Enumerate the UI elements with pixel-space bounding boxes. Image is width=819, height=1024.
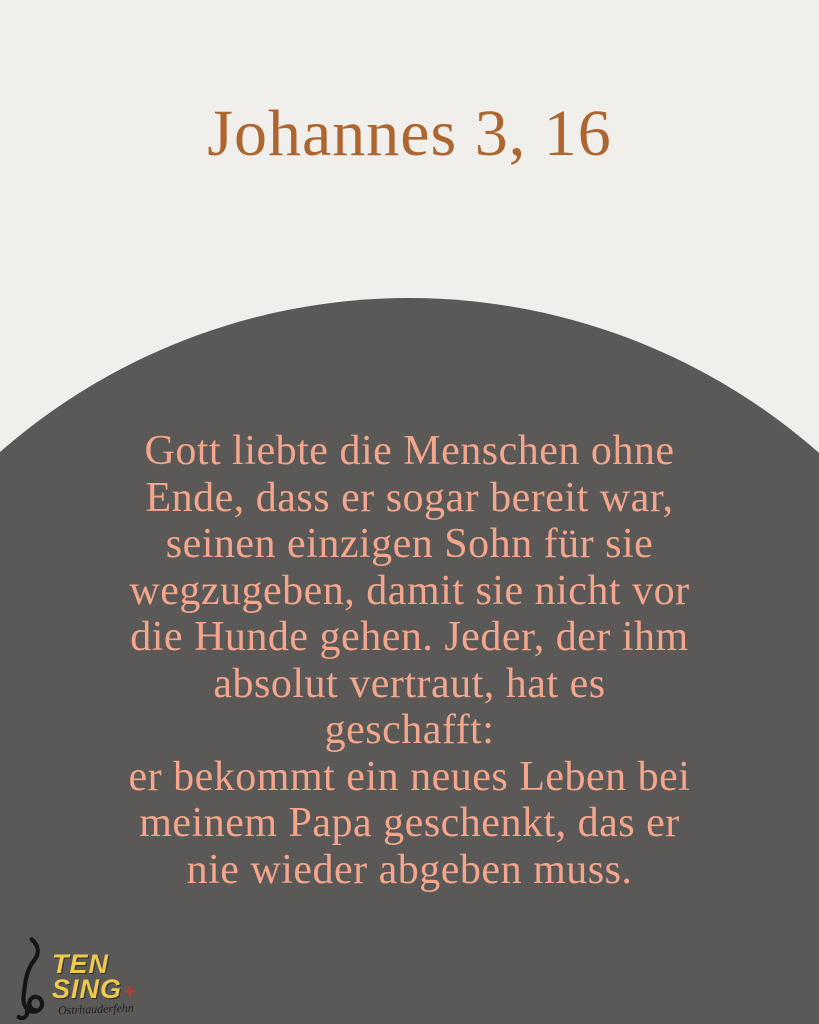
verse-reference-title: Johannes 3, 16 — [207, 97, 612, 170]
tensing-logo-location: Ostrhauderfehn — [57, 1000, 134, 1018]
verse-line: nie wieder abgeben muss. — [186, 846, 633, 893]
tensing-logo-wordmark — [52, 949, 137, 1005]
verse-line: seinen einzigen Sohn für sie — [165, 521, 654, 567]
red-cross-icon: + — [124, 981, 137, 1003]
tensing-logo-word-sing: SING + — [52, 974, 137, 1004]
tensing-logo — [12, 936, 192, 1020]
verse-line: geschafft: — [324, 707, 495, 753]
verse-line: Ende, dass er sogar bereit war, — [145, 474, 674, 521]
verse-line: meinem Papa geschenkt, das er — [139, 800, 680, 846]
verse-line: er bekommt ein neues Leben bei — [128, 753, 691, 800]
verse-text-block — [0, 428, 819, 893]
tensing-logo-word-ten: TEN — [52, 949, 109, 979]
verse-line: die Hunde gehen. Jeder, der ihm — [130, 614, 689, 660]
verse-line: Gott liebte die Menschen ohne — [144, 428, 675, 474]
treble-clef-icon — [12, 936, 48, 1020]
verse-line: absolut vertraut, hat es — [213, 660, 606, 707]
verse-line: wegzugeben, damit sie nicht vor — [129, 567, 690, 614]
